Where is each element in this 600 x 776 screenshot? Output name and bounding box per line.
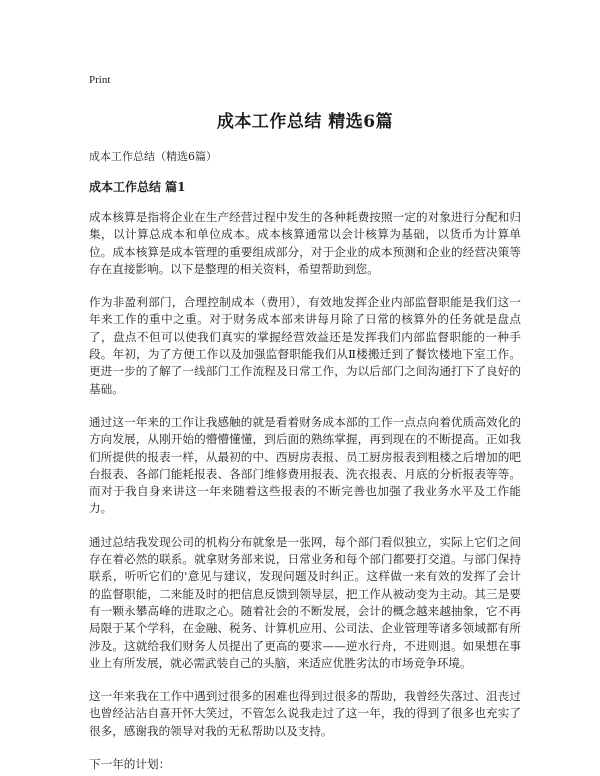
section-heading: 成本工作总结 篇1 — [89, 180, 186, 194]
body-paragraph: 成本核算是指将企业在生产经营过程中发生的各种耗费按照一定的对象进行分配和归集，以计算总成本和单位成本。成本核算通常以会计核算为基础，以货币为计算单位。成本核算是成本管理的重要组成部分，对于企业的成本预测和企业的经营决策等存在直接影响。以下是整理的相关资料，希望帮助到您。 — [89, 210, 521, 276]
body-paragraph: 通过这一年来的工作让我感触的就是看着财务成本部的工作一点点向着优质高效化的方向发展，从刚开始的懵懵懂懂，到后面的熟练掌握，再到现在的不断提高。正如我们所提供的报表一样，从最初的中、西厨房表报、员工厨房报表到粗楼之后增加的吧台报表、各部门能耗报表、各部门维修费用报表、洗衣报表、月底的分析报表等等。而对于我自身来讲这一年来随着这些报表的不断完善也加强了我业务水平及工作能力。 — [89, 414, 521, 516]
print-link[interactable]: Print — [89, 74, 111, 86]
document-subtitle: 成本工作总结（精选6篇） — [89, 150, 217, 163]
body-paragraph: 下一年的计划： — [89, 757, 171, 772]
body-paragraph: 作为非盈利部门，合理控制成本（费用），有效地发挥企业内部监督职能是我们这一年来工作的重中之重。对于财务成本部来讲每月除了日常的核算外的任务就是盘点了，盘点不但可以使我们真实的掌握经营效益还是发挥我们内部监督职能的一种手段。年初，为了方便工作以及加强监督职能我们从Ⅱ楼搬迁到了餐饮楼地下室工作。更进一步的了解了一线部门工作流程及日常工作，为以后部门之间沟通打下了良好的基础。 — [89, 295, 521, 396]
body-paragraph: 通过总结我发现公司的机构分布就象是一张网，每个部门看似独立，实际上它们之间存在着必然的联系。就拿财务部来说，日常业务和每个部门都要打交道。与部门保持联系，听听它们的'意见与建议，发现问题及时纠正。这样做一来有效的发挥了会计的监督职能，二来能及时的把信息反馈到领导层，把工作从被动变为主动。其三是要有一颗永攀高峰的进取之心。随着社会的不断发展，会计的概念越来越抽象，它不再局限于某个学科，在金融、税务、计算机应用、公司法、企业管理等诸多领域都有所涉及。这就给我们财务人员提出了更高的要求——逆水行舟，不进则退。如果想在事业上有所发展，就必需武装自己的头脑，来适应优胜劣汰的市场竞争环境。 — [89, 534, 521, 670]
page-title: 成本工作总结 精选6篇 — [216, 112, 394, 132]
document-page — [89, 68, 521, 773]
body-paragraph: 这一年来我在工作中遇到过很多的困难也得到过很多的帮助，我曾经失落过、沮丧过也曾经沾沾自喜开怀大笑过，不管怎么说我走过了这一年，我的得到了很多也充实了很多，感谢我的领导对我的无私帮助以及支持。 — [89, 689, 521, 738]
